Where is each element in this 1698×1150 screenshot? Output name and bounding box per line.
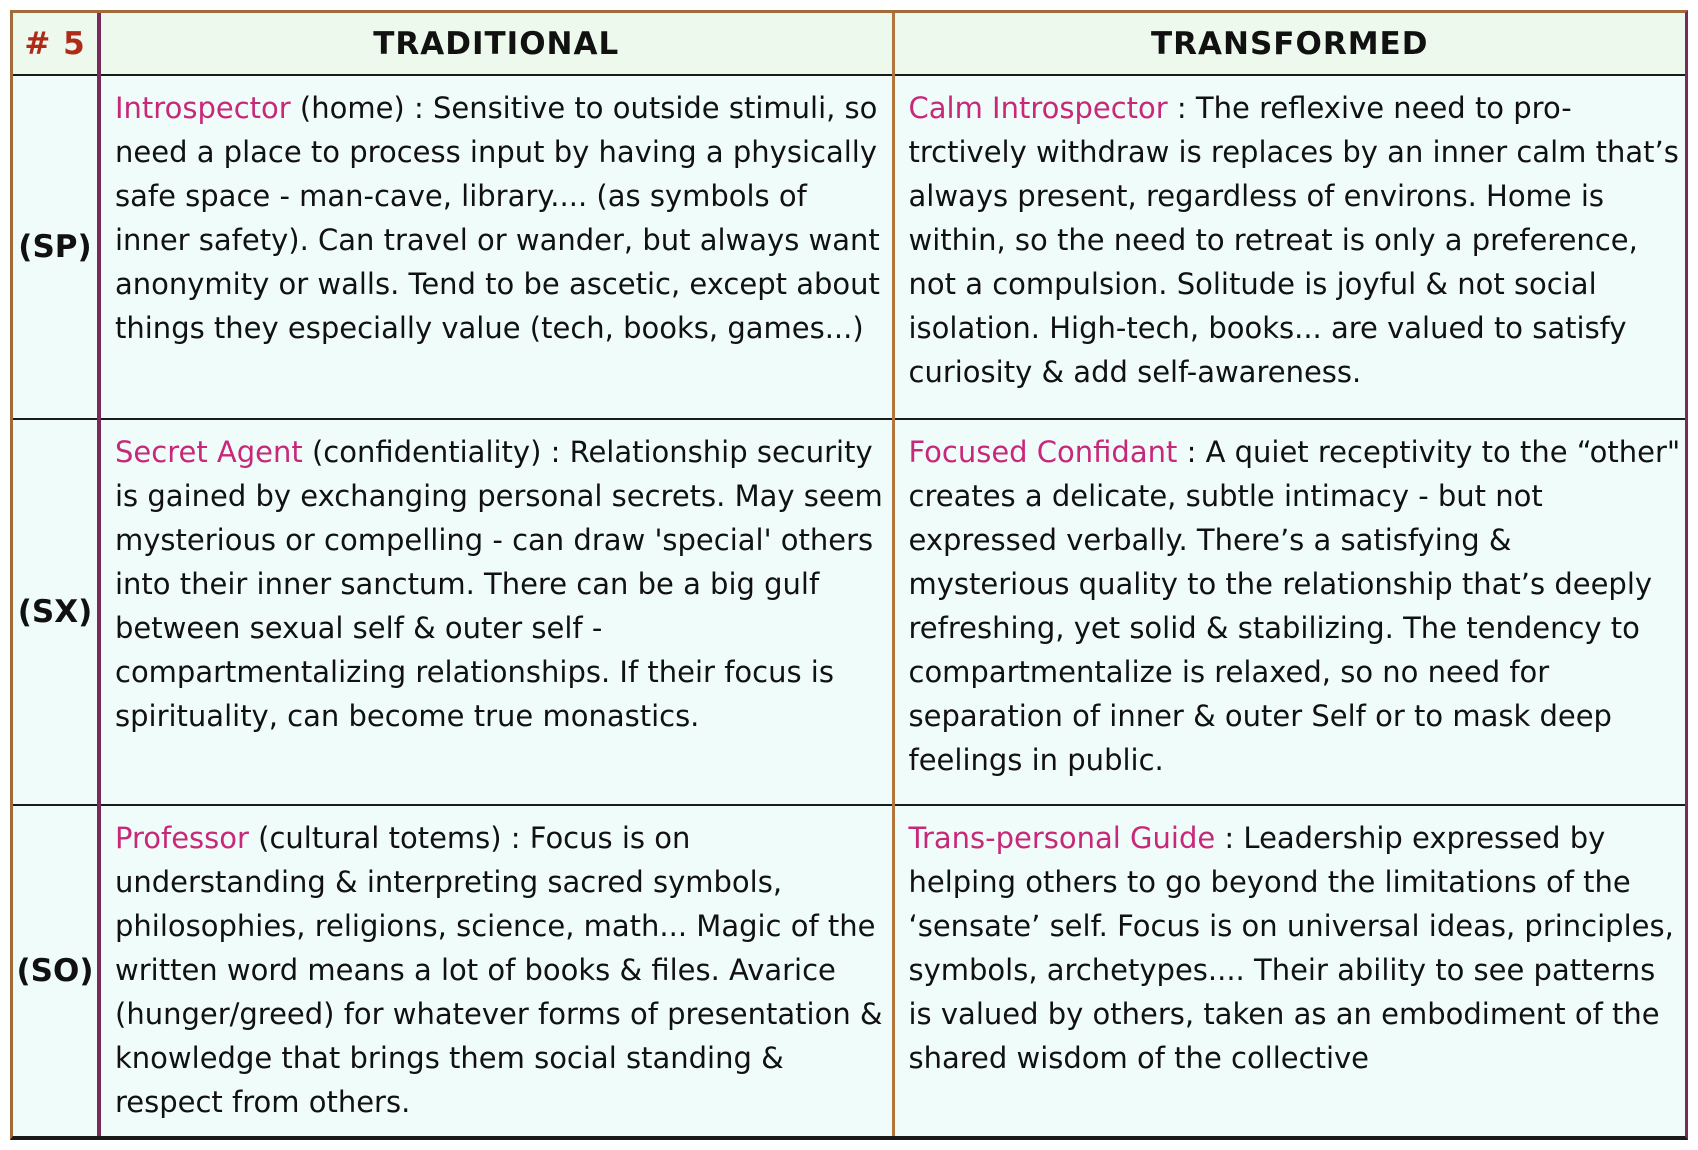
table-row-sx bbox=[13, 419, 1685, 805]
transformed-cell-so bbox=[893, 805, 1685, 1136]
traditional-description-sx: (confidentiality) : Relationship security is gained by exchanging personal secrets. May seem mysterious or compelling - can draw 'special' others into their inner sanctum. There can be a big gulf between sexual self & outer self - compartmentalizing relationships. If their focus is spirituality, can become true monastics. bbox=[115, 435, 883, 733]
row-label-sp: (SP) bbox=[13, 75, 99, 419]
traditional-term-sp: Introspector bbox=[115, 91, 291, 125]
traditional-column-header: TRADITIONAL bbox=[99, 13, 893, 75]
traditional-term-sx: Secret Agent bbox=[115, 435, 303, 469]
transformed-description-so: : Leadership expressed by helping others to go beyond the limitations of the ‘sensate’ self. Focus is on universal ideas, principles, symbols, archetypes.... Their ability to see patterns is valued by others, taken as an embodiment of the shared wisdom of the collective bbox=[908, 821, 1674, 1075]
transformed-column-header: TRANSFORMED bbox=[893, 13, 1685, 75]
transformed-term-so: Trans-personal Guide bbox=[908, 821, 1216, 855]
transformed-description-sp: : The reflexive need to pro-trctively withdraw is replaces by an inner calm that’s always present, regardless of environs. Home is within, so the need to retreat is only a preference, not a compulsion. Solitude is joyful & not social isolation. High-tech, books... are valued to satisfy curiosity & add self-awareness. bbox=[908, 91, 1679, 389]
row-label-sx: (SX) bbox=[13, 419, 99, 805]
traditional-description-sp: (home) : Sensitive to outside stimuli, so need a place to process input by having a physically safe space - man-cave, library.... (as symbols of inner safety). Can travel or wander, but always want anonymity or walls. Tend to be ascetic, except about things they especially value (tech, books, games...) bbox=[115, 91, 880, 345]
traditional-term-so: Professor bbox=[115, 821, 249, 855]
comparison-table-frame bbox=[10, 10, 1688, 1140]
table-row-so bbox=[13, 805, 1685, 1136]
traditional-cell-sp bbox=[99, 75, 893, 419]
transformed-term-sx: Focused Confidant bbox=[908, 435, 1178, 469]
comparison-table bbox=[13, 13, 1685, 1136]
transformed-cell-sp bbox=[893, 75, 1685, 419]
type-number-header: # 5 bbox=[13, 13, 99, 75]
traditional-description-so: (cultural totems) : Focus is on understanding & interpreting sacred symbols, philosophies, religions, science, math... Magic of the written word means a lot of books & files. Avarice (hunger/greed) for whatever forms of presentation & knowledge that brings them social standing & respect from others. bbox=[115, 821, 883, 1119]
transformed-cell-sx bbox=[893, 419, 1685, 805]
row-label-so: (SO) bbox=[13, 805, 99, 1136]
header-row bbox=[13, 13, 1685, 75]
traditional-cell-sx bbox=[99, 419, 893, 805]
traditional-cell-so bbox=[99, 805, 893, 1136]
transformed-description-sx: : A quiet receptivity to the “other" creates a delicate, subtle intimacy - but not expressed verbally. There’s a satisfying & mysterious quality to the relationship that’s deeply refreshing, yet solid & stabilizing. The tendency to compartmentalize is relaxed, so no need for separation of inner & outer Self or to mask deep feelings in public. bbox=[908, 435, 1681, 777]
table-row-sp bbox=[13, 75, 1685, 419]
transformed-term-sp: Calm Introspector bbox=[908, 91, 1168, 125]
